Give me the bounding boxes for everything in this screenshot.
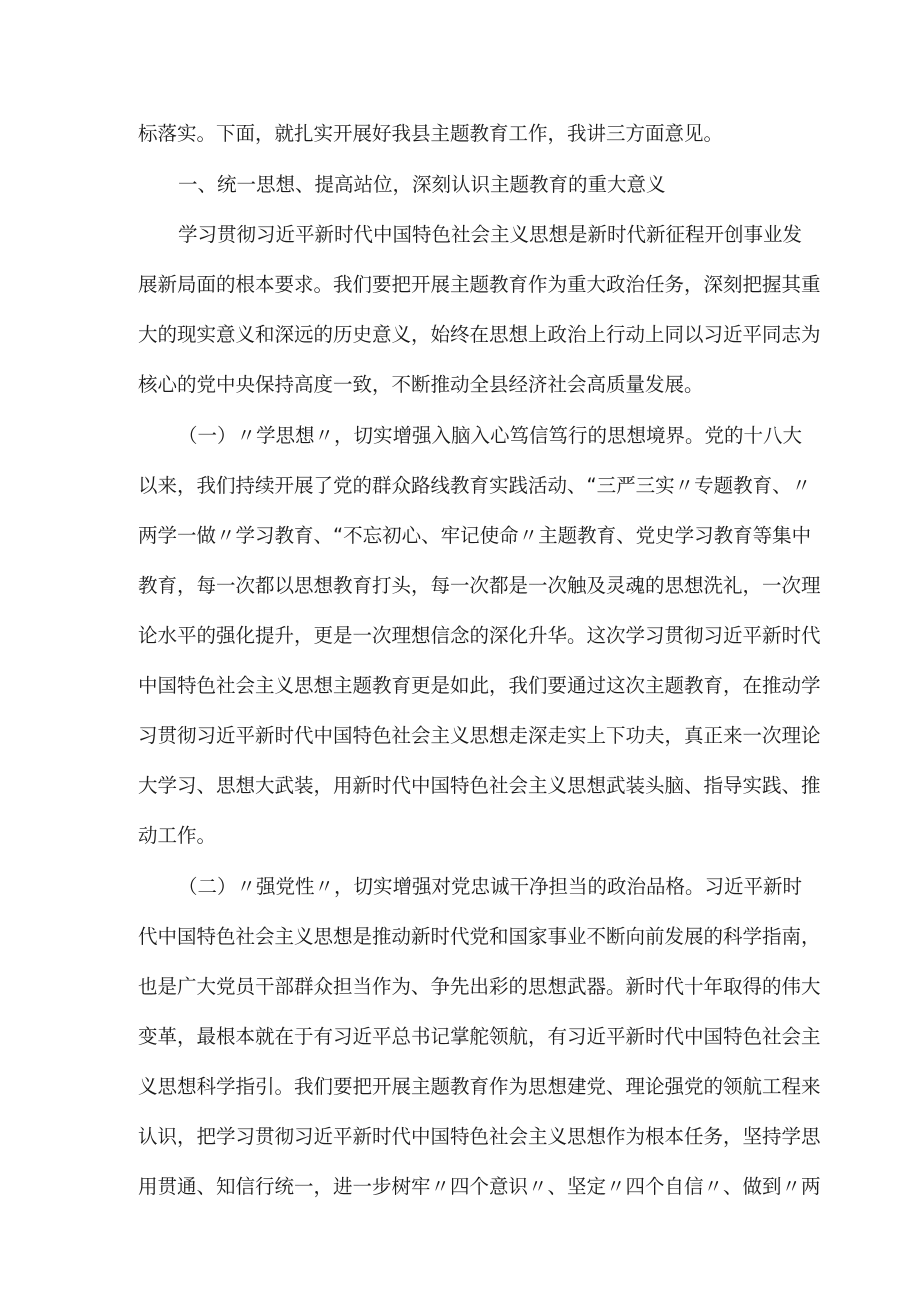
text-line: 以来，我们持续开展了党的群众路线教育实践活动、“三严三实〃专题教育、〃 — [138, 474, 812, 497]
text-line: 大学习、思想大武装，用新时代中国特色社会主义思想武装头脑、指导实践、推 — [138, 774, 821, 797]
text-line: 代中国特色社会主义思想是推动新时代党和国家事业不断向前发展的科学指南， — [138, 925, 821, 948]
text-line: 大的现实意义和深远的历史意义，始终在思想上政治上行动上同以习近平同志为 — [138, 323, 821, 346]
text-line: 核心的党中央保持高度一致，不断推动全县经济社会高质量发展。 — [138, 373, 704, 396]
text-line: 也是广大党员干部群众担当作为、争先出彩的思想武器。新时代十年取得的伟大 — [138, 975, 821, 998]
text-line: 义思想科学指引。我们要把开展主题教育作为思想建党、理论强党的领航工程来 — [138, 1075, 821, 1098]
text-line: 用贯通、知信行统一，进一步树牢〃四个意识〃、坚定〃四个自信〃、做到〃两 — [138, 1175, 821, 1198]
subheading-line: （二）〃强党性〃，切实增强对党忠诚干净担当的政治品格。习近平新时 — [178, 875, 803, 898]
text-line: 动工作。 — [138, 824, 217, 847]
text-line: 教育，每一次都以思想教育打头，每一次都是一次触及灵魂的思想洗礼，一次理 — [138, 574, 821, 597]
text-line: 习贯彻习近平新时代中国特色社会主义思想走深走实上下功夫，真正来一次理论 — [138, 724, 821, 747]
subheading-line: （一）〃学思想〃，切实增强入脑入心笃信笃行的思想境界。党的十八大 — [178, 424, 803, 447]
text-line: 论水平的强化提升，更是一次理想信念的深化升华。这次学习贯彻习近平新时代 — [138, 624, 821, 647]
text-line: 标落实。下面，就扎实开展好我县主题教育工作，我讲三方面意见。 — [138, 122, 724, 145]
section-heading: 一、统一思想、提高站位，深刻认识主题教育的重大意义 — [178, 173, 666, 196]
text-line: 展新局面的根本要求。我们要把开展主题教育作为重大政治任务，深刻把握其重 — [138, 273, 821, 296]
text-line: 中国特色社会主义思想主题教育更是如此，我们要通过这次主题教育，在推动学 — [138, 674, 821, 697]
text-line: 学习贯彻习近平新时代中国特色社会主义思想是新时代新征程开创事业发 — [178, 223, 803, 246]
text-line: 认识，把学习贯彻习近平新时代中国特色社会主义思想作为根本任务，坚持学思 — [138, 1125, 821, 1148]
text-line: 两学一做〃学习教育、“不忘初心、牢记使命〃主题教育、党史学习教育等集中 — [138, 524, 812, 547]
text-line: 变革，最根本就在于有习近平总书记掌舵领航，有习近平新时代中国特色社会主 — [138, 1025, 821, 1048]
